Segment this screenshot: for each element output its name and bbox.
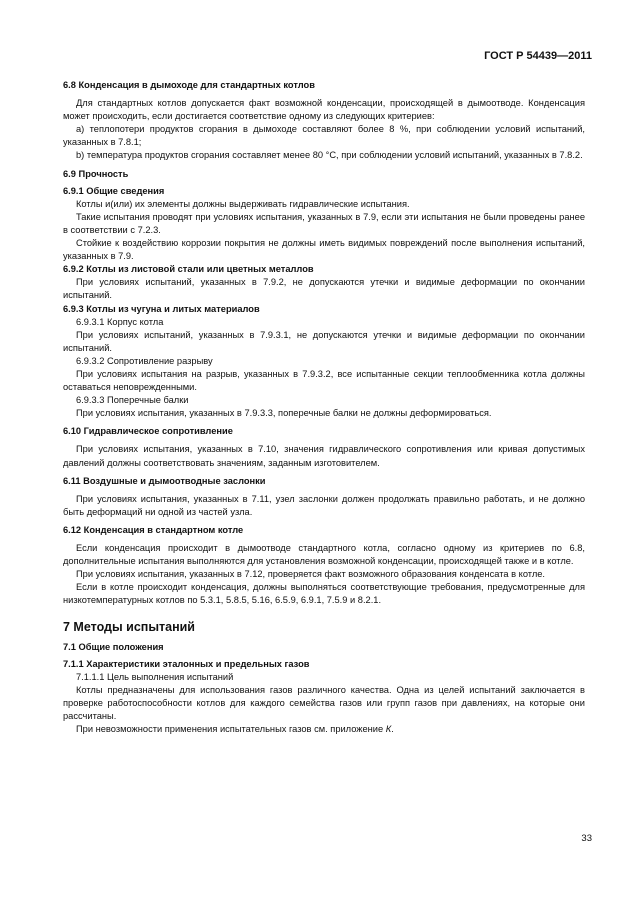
text: . xyxy=(391,724,394,735)
section-6-9-1-title: 6.9.1 Общие сведения xyxy=(63,185,165,196)
paragraph: При условиях испытания, указанных в 7.11, узел заслонки должен продолжать правильно работать, и не должно быть деформаций ни одной из частей узла. xyxy=(63,493,585,517)
section-6-9-2-title: 6.9.2 Котлы из листовой стали или цветных металлов xyxy=(63,264,314,275)
paragraph: При условиях испытания, указанных в 7.12, проверяется факт возможного образования конденсата в котле. xyxy=(76,569,546,580)
standard-header: ГОСТ Р 54439—2011 xyxy=(484,50,592,62)
section-6-8-title: 6.8 Конденсация в дымоходе для стандартных котлов xyxy=(63,80,315,90)
section-7-1-1-title: 7.1.1 Характеристики эталонных и предельных газов xyxy=(63,658,310,669)
paragraph: Котлы и(или) их элементы должны выдерживать гидравлические испытания. xyxy=(76,198,410,209)
paragraph: Стойкие к воздействию коррозии покрытия не должны иметь видимых повреждений после выполнения испытаний, указанных в 7.9. xyxy=(63,238,585,262)
subsection-6-9-3-1: 6.9.3.1 Корпус котла xyxy=(76,316,164,327)
criterion-a: а) теплопотери продуктов сгорания в дымоходе составляют более 8 %, при соблюдении условий испытаний, указанных в 7.8.1; xyxy=(63,124,585,148)
paragraph: Такие испытания проводят при условиях испытания, указанных в 7.9, если эти испытания не были проведены ранее в соответствии с 7.2.3. xyxy=(63,211,585,235)
paragraph: При условиях испытания, указанных в 7.9.3.3, поперечные балки не должны деформироваться. xyxy=(76,408,492,419)
paragraph: Если конденсация происходит в дымоотводе стандартного котла, согласно одному из критериев по 6.8, дополнительные испытания выполняются для установления возможной конденсации, происходящей также и в котле. xyxy=(63,543,585,567)
paragraph: Если в котле происходит конденсация, должны выполняться соответствующие требования, предусмотренные для низкотемпературных котлов по 5.3.1, 5.8.5, 5.16, 6.5.9, 6.9.1, 7.5.9 и 8.2.1. xyxy=(63,582,585,606)
page-body xyxy=(63,79,585,736)
paragraph: При условиях испытания на разрыв, указанных в 7.9.3.2, все испытанные секции теплообменника котла должны оставаться неповрежденными. xyxy=(63,368,585,393)
section-6-10-title: 6.10 Гидравлическое сопротивление xyxy=(63,426,233,437)
page-number: 33 xyxy=(581,833,592,844)
criterion-b: b) температура продуктов сгорания составляет менее 80 °С, при соблюдении условий испытаний, указанных в 7.8.2. xyxy=(76,150,583,161)
section-6-12-title: 6.12 Конденсация в стандартном котле xyxy=(63,524,244,535)
section-6-9-title: 6.9 Прочность xyxy=(63,168,129,179)
subsection-6-9-3-3: 6.9.3.3 Поперечные балки xyxy=(76,395,189,406)
paragraph: При условиях испытаний, указанных в 7.9.2, не допускаются утечки и видимые деформации по окончании испытаний. xyxy=(63,277,585,301)
chapter-7-title: 7 Методы испытаний xyxy=(63,620,195,635)
subsection-7-1-1-1: 7.1.1.1 Цель выполнения испытаний xyxy=(76,671,234,682)
paragraph xyxy=(63,723,585,736)
section-6-9-3-title: 6.9.3 Котлы из чугуна и литых материалов xyxy=(63,303,260,314)
paragraph: При условиях испытания, указанных в 7.10, значения гидравлического сопротивления или кривая допустимых давлений должны соответствовать значениям, заданным изготовителем. xyxy=(63,444,585,468)
subsection-6-9-3-2: 6.9.3.2 Сопротивление разрыву xyxy=(76,355,213,366)
section-6-11-title: 6.11 Воздушные и дымоотводные заслонки xyxy=(63,475,266,486)
section-7-1-title: 7.1 Общие положения xyxy=(63,641,164,652)
text: При невозможности применения испытательных газов см. приложение xyxy=(76,724,386,735)
annex-reference: К xyxy=(385,724,392,735)
paragraph: При условиях испытаний, указанных в 7.9.3.1, не допускаются утечки и видимые деформации по окончании испытаний. xyxy=(63,329,585,353)
paragraph: Для стандартных котлов допускается факт возможной конденсации, происходящей в дымоотводе. Конденсация может происходить, если достигается соответствие одному из следующих критериев: xyxy=(63,98,585,122)
paragraph: Котлы предназначены для использования газов различного качества. Одна из целей испытаний заключается в проверке работоспособности котлов для каждого семейства газов или групп газов при давлениях, на которые они рассчитаны. xyxy=(63,684,585,722)
